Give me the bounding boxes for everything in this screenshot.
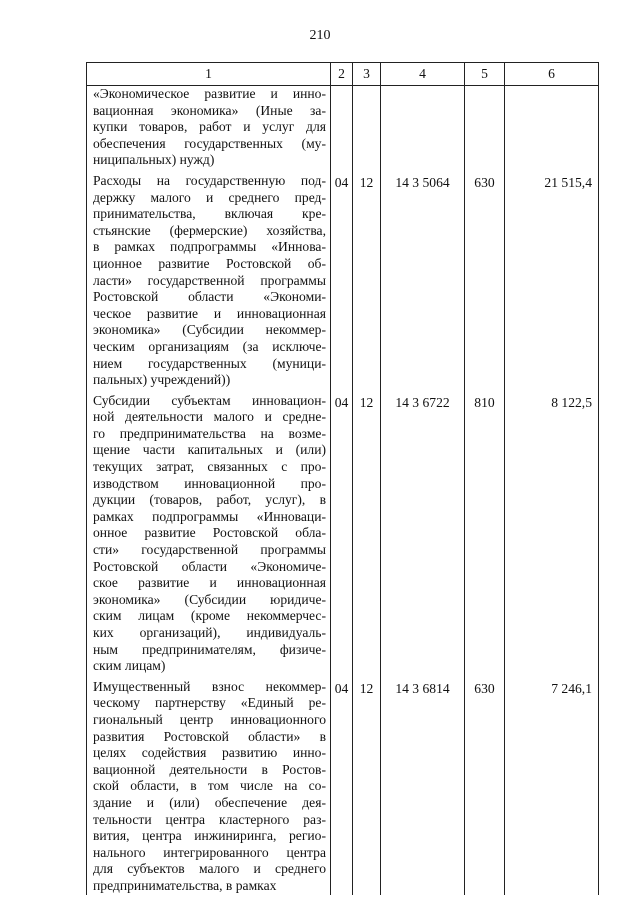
description-line: ческим организациям (за исключе-	[93, 338, 326, 354]
description-line: для субъектов малого и среднего	[93, 861, 326, 877]
description-line: ниципальных) нужд)	[93, 152, 215, 168]
table-row	[87, 393, 599, 675]
target-article-code: 14 3 6722	[381, 393, 465, 675]
description-line: ционное развитие Ростовской об-	[93, 255, 326, 271]
description-line: ское развитие и инновационная	[93, 575, 326, 591]
description-line: Ростовской области «Экономиче-	[93, 558, 326, 574]
section-code	[331, 86, 353, 169]
description-line: пальных) учреждений))	[93, 372, 231, 388]
amount-value: 7 246,1	[505, 679, 599, 895]
table-row	[87, 86, 599, 169]
target-article-code: 14 3 6814	[381, 679, 465, 895]
description-line: целях содействия развитию инно-	[93, 745, 326, 761]
description-line: экономика» (Субсидии некоммер-	[93, 322, 326, 338]
description-line: дукции (товаров, работ, услуг), в	[93, 492, 326, 508]
description-line: здание и (или) обеспечение дея-	[93, 794, 326, 810]
description-line: Субсидии субъектам инновацион-	[93, 392, 326, 408]
description-line: тельности центра кластерного раз-	[93, 811, 326, 827]
description-line: предпринимательства, в рамках	[93, 877, 277, 893]
header-col-6: 6	[505, 63, 599, 86]
header-col-5: 5	[465, 63, 505, 86]
description-line: гиональный центр инновационного	[93, 711, 326, 727]
section-code: 04	[331, 679, 353, 895]
target-article-code: 14 3 5064	[381, 173, 465, 389]
description-line: ческое развитие и инновационная	[93, 305, 326, 321]
table-row	[87, 173, 599, 389]
description-line: нального интегрированного центра	[93, 844, 326, 860]
description-line: вития, центра инжиниринга, регио-	[93, 828, 326, 844]
amount-value	[505, 86, 599, 169]
header-col-1: 1	[87, 63, 331, 86]
description-line: ких организаций), индивидуаль-	[93, 625, 326, 640]
expense-type-code	[465, 86, 505, 169]
description-line: текущих затрат, связанных с про-	[93, 459, 326, 475]
subsection-code: 12	[353, 393, 381, 675]
amount-value: 8 122,5	[505, 393, 599, 675]
description-line: онное развитие Ростовской обла-	[93, 525, 326, 541]
description-line: ским лицам)	[93, 658, 166, 674]
description-line: Ростовской области «Экономи-	[93, 289, 326, 305]
description-line: ласти» государственной программы	[93, 272, 326, 288]
description-line: рамках подпрограммы «Инноваци-	[93, 508, 326, 524]
description-line: ной деятельности малого и средне-	[93, 409, 326, 425]
section-code: 04	[331, 173, 353, 389]
description-line: нием государственных (муници-	[93, 355, 326, 371]
subsection-code: 12	[353, 173, 381, 389]
row-description	[87, 86, 331, 169]
description-line: го предпринимательства на возме-	[93, 425, 326, 441]
description-line: ской области, в том числе на со-	[93, 778, 326, 794]
row-description	[87, 173, 331, 389]
description-line: щение части капитальных и (или)	[93, 442, 326, 458]
description-line: принимательства, включая кре-	[93, 206, 326, 222]
expense-type-code: 810	[465, 393, 505, 675]
row-description	[87, 393, 331, 675]
description-line: изводством инновационной про-	[93, 475, 326, 491]
header-col-2: 2	[331, 63, 353, 86]
row-description	[87, 679, 331, 895]
description-line: обеспечения государственных (му-	[93, 135, 326, 151]
target-article-code	[381, 86, 465, 169]
description-line: стьянские (фермерские) хозяйства,	[93, 222, 326, 238]
subsection-code: 12	[353, 679, 381, 895]
header-row	[87, 63, 599, 86]
section-code: 04	[331, 393, 353, 675]
subsection-code	[353, 86, 381, 169]
description-line: вационная экономика» (Иные за-	[93, 102, 326, 118]
description-line: сти» государственной программы	[93, 542, 326, 558]
description-line: Расходы на государственную под-	[93, 172, 326, 188]
budget-table	[86, 62, 599, 895]
description-line: ским лицам (кроме некоммерчес-	[93, 608, 326, 624]
description-line: «Экономическое развитие и инно-	[93, 86, 326, 101]
description-line: купки товаров, работ и услуг для	[93, 119, 326, 135]
description-line: ческому партнерству «Единый ре-	[93, 695, 326, 711]
expense-type-code: 630	[465, 679, 505, 895]
description-line: экономика» (Субсидии юридиче-	[93, 591, 326, 607]
amount-value: 21 515,4	[505, 173, 599, 389]
expense-type-code: 630	[465, 173, 505, 389]
description-line: Имущественный взнос некоммер-	[93, 678, 326, 694]
table-row	[87, 679, 599, 895]
description-line: вационной деятельности в Ростов-	[93, 761, 326, 777]
header-col-3: 3	[353, 63, 381, 86]
description-line: ным предпринимателям, физиче-	[93, 641, 326, 657]
description-line: держку малого и среднего пред-	[93, 189, 326, 205]
description-line: развития Ростовской области» в	[93, 728, 326, 744]
table-body	[87, 86, 599, 895]
description-line: в рамках подпрограммы «Иннова-	[93, 239, 326, 255]
page-number: 210	[309, 28, 331, 43]
header-col-4: 4	[381, 63, 465, 86]
